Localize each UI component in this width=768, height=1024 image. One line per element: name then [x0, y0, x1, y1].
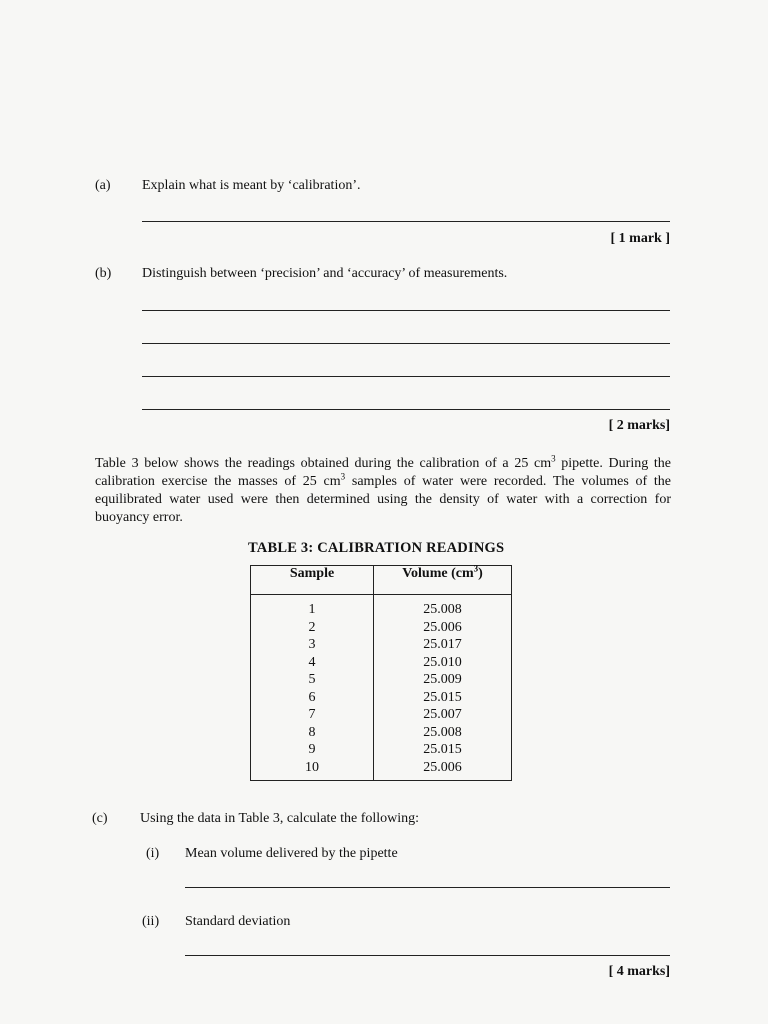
- sample-column: [251, 595, 374, 781]
- answer-line-c-ii[interactable]: [185, 955, 670, 956]
- marks-c: [ 4 marks]: [608, 964, 670, 979]
- calibration-table: [250, 565, 512, 781]
- header-sample: Sample: [251, 566, 374, 595]
- question-c-label: (c): [92, 811, 108, 826]
- question-a-label: (a): [95, 178, 111, 193]
- volume-cell: 25.008: [423, 602, 462, 617]
- answer-line-b-2[interactable]: [142, 343, 670, 344]
- table-title: TABLE 3: CALIBRATION READINGS: [248, 540, 505, 556]
- volume-cell: 25.008: [423, 724, 462, 740]
- question-b-text: Distinguish between ‘precision’ and ‘accuracy’ of measurements.: [142, 266, 508, 281]
- volume-cell: 25.010: [423, 654, 462, 670]
- sample-cell: 1: [308, 602, 316, 617]
- volume-cell: 25.015: [423, 689, 462, 705]
- volume-cell: 25.007: [423, 707, 462, 722]
- header-volume: Volume $(cm^3)$: [374, 566, 512, 595]
- volume-cell: 25.017: [423, 637, 462, 652]
- question-c-ii-text: Standard deviation: [185, 914, 291, 929]
- volume-cell: 25.006: [423, 759, 462, 775]
- sample-cell: 8: [308, 724, 316, 740]
- sample-cell: 3: [308, 637, 316, 652]
- answer-line-c-i[interactable]: [185, 887, 670, 888]
- volume-cell: 25.006: [423, 619, 462, 635]
- sample-cell: 5: [308, 672, 316, 687]
- volume-column: [374, 595, 512, 781]
- sample-cell: 2: [308, 619, 316, 635]
- marks-b: [ 2 marks]: [608, 418, 670, 433]
- question-c-i-label: (i): [146, 846, 160, 861]
- volume-cell: 25.015: [423, 742, 462, 757]
- answer-line-b-3[interactable]: [142, 376, 670, 377]
- question-c-i-text: Mean volume delivered by the pipette: [185, 846, 398, 861]
- table-body-row: [251, 595, 512, 781]
- question-a-text: Explain what is meant by ‘calibration’.: [142, 178, 361, 193]
- intro-paragraph: Table 3 below shows the readings obtained during the calibration of a 25 $cm^3$ pipette. During the calibration exercise the masses of 25 $cm^3$ samples of water were recorded. The volumes of the equilibrated water used were then determined using the density of water with a correction for buoyancy error.: [95, 453, 671, 525]
- sample-cell: 6: [308, 689, 316, 705]
- answer-line-b-4[interactable]: [142, 409, 670, 410]
- question-b-label: (b): [95, 266, 112, 281]
- question-c-ii-label: (ii): [142, 914, 160, 929]
- answer-line-a[interactable]: [142, 221, 670, 222]
- sample-cell: 9: [308, 742, 316, 757]
- table-header-row: [251, 566, 512, 595]
- marks-a: [ 1 mark ]: [610, 231, 670, 246]
- volume-cell: 25.009: [423, 672, 462, 687]
- answer-line-b-1[interactable]: [142, 310, 670, 311]
- sample-cell: 7: [308, 707, 316, 722]
- question-c-text: Using the data in Table 3, calculate the following:: [140, 811, 420, 826]
- sample-cell: 10: [305, 759, 319, 775]
- sample-cell: 4: [308, 654, 316, 670]
